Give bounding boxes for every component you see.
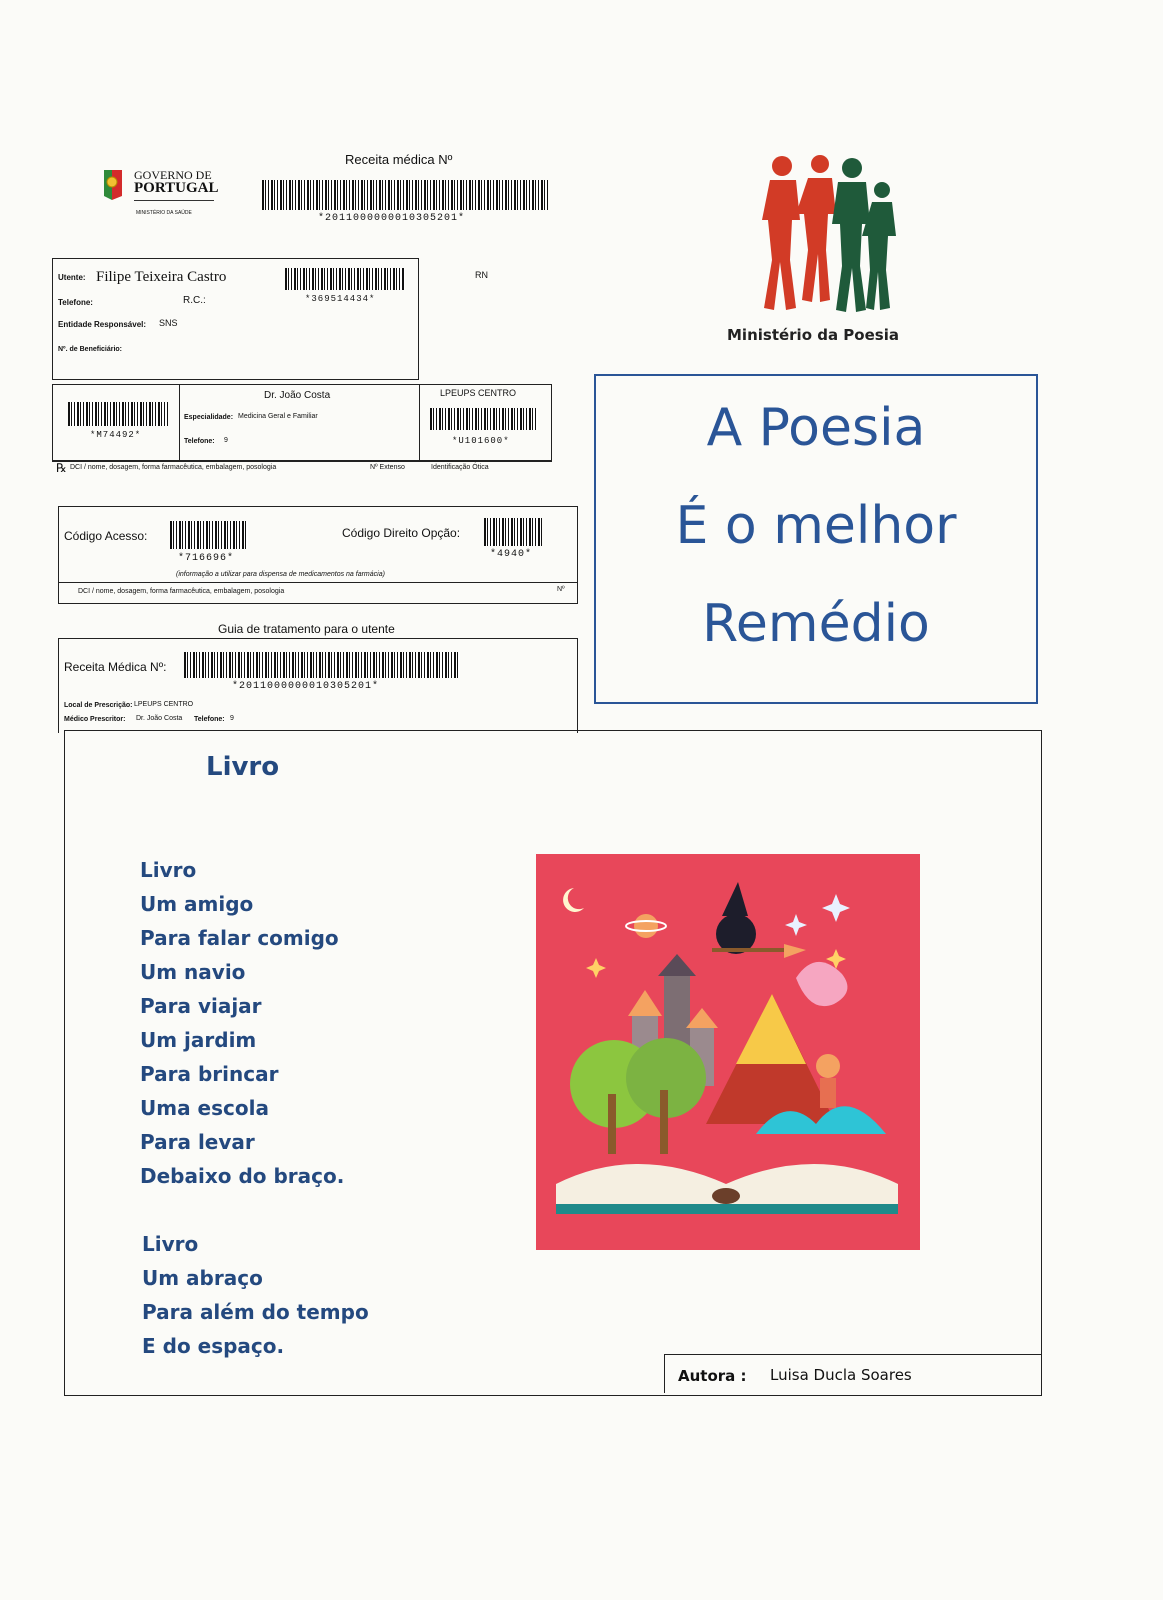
- doctor-right-barcode-number: *U101600*: [452, 436, 510, 446]
- poem-line: Debaixo do braço.: [140, 1164, 345, 1188]
- ministerio-name: Ministério da Poesia: [727, 326, 899, 344]
- patient-barcode-number: *369514434*: [305, 294, 376, 304]
- gov-logo-line1: GOVERNO DE: [134, 168, 212, 182]
- author-label: Autora :: [678, 1367, 747, 1385]
- dci-row-top: [52, 460, 552, 461]
- poem-title: Livro: [206, 752, 280, 782]
- poem-line: Para viajar: [140, 994, 262, 1018]
- receita-barcode: [262, 180, 548, 210]
- gov-logo-rule: [134, 200, 214, 201]
- receita-title: Receita médica Nº: [345, 152, 453, 167]
- poem-line: E do espaço.: [142, 1334, 285, 1358]
- poem-line: Para falar comigo: [140, 926, 339, 950]
- poem-line: Um amigo: [140, 892, 254, 916]
- guia-local-label: Local de Prescrição:: [64, 702, 133, 709]
- rx-icon: ℞: [56, 461, 67, 475]
- especialidade-label: Especialidade:: [184, 414, 234, 421]
- telefone-label: Telefone:: [58, 298, 93, 307]
- poem-line: Para levar: [140, 1130, 255, 1154]
- guia-title: Guia de tratamento para o utente: [218, 622, 395, 636]
- doctor-telefone-label: Telefone:: [184, 438, 215, 445]
- portugal-flag-icon: [100, 168, 126, 202]
- acesso-dci-label: DCI / nome, dosagem, forma farmacêutica, embalagem, posologia: [78, 588, 285, 595]
- headline-line2: É o melhor: [675, 496, 957, 556]
- rn-label: RN: [475, 270, 488, 280]
- poem-line: Um jardim: [140, 1028, 257, 1052]
- acesso-info: (informação a utilizar para dispensa de medicamentos na farmácia): [176, 571, 385, 578]
- direito-barcode-number: *4940*: [490, 549, 533, 560]
- beneficiario-label: Nº. de Beneficiário:: [58, 346, 123, 353]
- acesso-barcode: [170, 521, 248, 549]
- guia-medico-label: Médico Prescritor:: [64, 716, 126, 723]
- centro-label: LPEUPS CENTRO: [440, 388, 517, 398]
- guia-barcode-number: *2011000000010305201*: [232, 681, 380, 692]
- poem-line: Livro: [142, 1232, 199, 1256]
- poem-line: Uma escola: [140, 1096, 269, 1120]
- poem-line: Para além do tempo: [142, 1300, 369, 1324]
- guia-medico-value: Dr. João Costa: [136, 715, 183, 722]
- book-illustration: [536, 854, 920, 1250]
- entidade-label: Entidade Responsável:: [58, 320, 147, 329]
- acesso-num-label: Nº: [557, 586, 565, 593]
- gov-logo-line2: PORTUGAL: [134, 180, 219, 196]
- guia-telefone-value: 9: [230, 715, 234, 722]
- especialidade-value: Medicina Geral e Familiar: [238, 413, 318, 420]
- headline-line3: Remédio: [702, 594, 930, 654]
- direito-barcode: [484, 518, 542, 546]
- author-name: Luisa Ducla Soares: [770, 1366, 912, 1384]
- rc-label: R.C.:: [183, 295, 206, 306]
- guia-telefone-label: Telefone:: [194, 716, 225, 723]
- doctor-name: Dr. João Costa: [264, 390, 331, 401]
- poem-line: Para brincar: [140, 1062, 279, 1086]
- acesso-barcode-number: *716696*: [178, 553, 235, 564]
- guia-receita-label: Receita Médica Nº:: [64, 660, 167, 674]
- doctor-telefone-value: 9: [224, 437, 228, 444]
- utente-label: Utente:: [58, 273, 86, 282]
- poem-line: Um abraço: [142, 1266, 263, 1290]
- doctor-box-divider-2: [419, 384, 420, 460]
- poem-line: Livro: [140, 858, 197, 882]
- receita-barcode-number: *2011000000010305201*: [318, 213, 466, 224]
- codigo-acesso-label: Código Acesso:: [64, 529, 148, 543]
- gov-logo-line3: MINISTÉRIO DA SAÚDE: [136, 210, 192, 216]
- extenso-label: Nº Extenso: [370, 464, 405, 471]
- ministerio-figures-icon: [760, 150, 900, 320]
- doctor-right-barcode: [430, 408, 538, 430]
- guia-local-value: LPEUPS CENTRO: [134, 701, 194, 708]
- otica-label: Identificação Ótica: [431, 464, 489, 471]
- patient-barcode: [285, 268, 405, 290]
- acesso-divider: [58, 582, 578, 583]
- doctor-left-barcode: [68, 402, 168, 426]
- dci-label: DCI / nome, dosagem, forma farmacêutica, embalagem, posologia: [70, 464, 277, 471]
- doctor-left-barcode-number: *M74492*: [90, 430, 142, 440]
- poem-line: Um navio: [140, 960, 246, 984]
- gov-logo: [100, 166, 220, 216]
- headline-box: [594, 374, 1038, 704]
- guia-barcode: [184, 652, 460, 678]
- entidade-value: SNS: [159, 318, 178, 328]
- utente-value: Filipe Teixeira Castro: [96, 269, 227, 285]
- headline-line1: A Poesia: [706, 398, 926, 458]
- doctor-box-divider-1: [179, 384, 180, 460]
- direito-label: Código Direito Opção:: [342, 526, 461, 540]
